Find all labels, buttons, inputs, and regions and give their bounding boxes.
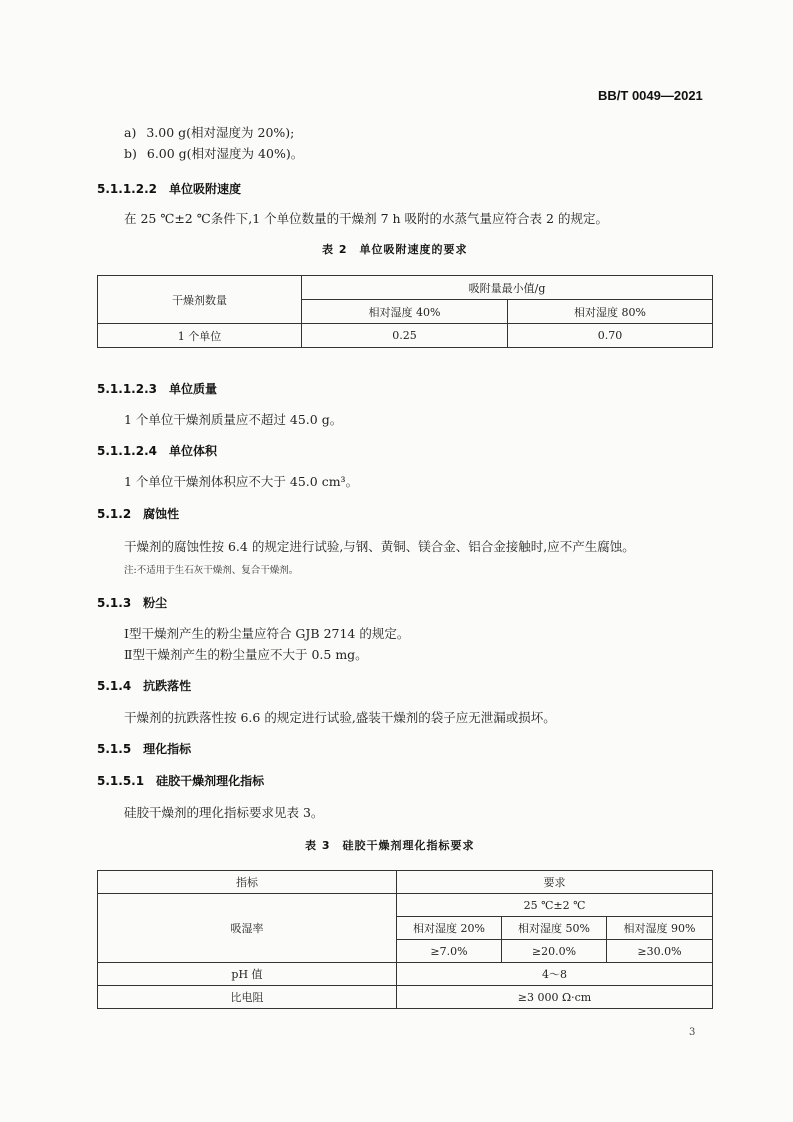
section-heading-5-1-5: 5.1.5 理化指标 [97, 742, 192, 756]
table-cell: 0.70 [508, 324, 713, 348]
section-heading-5-1-1-2-2: 5.1.1.2.2 单位吸附速度 [97, 182, 241, 196]
table-cell: 比电阻 [98, 986, 397, 1009]
table-cell: pH 值 [98, 963, 397, 986]
section-heading-5-1-1-2-4: 5.1.1.2.4 单位体积 [97, 444, 217, 458]
table-cell: ≥7.0% [397, 940, 502, 963]
table-cell: ≥3 000 Ω·cm [397, 986, 713, 1009]
table-row [98, 963, 713, 986]
section-heading-5-1-4: 5.1.4 抗跌落性 [97, 679, 192, 693]
section-heading-5-1-3: 5.1.3 粉尘 [97, 596, 168, 610]
paragraph: 硅胶干燥剂的理化指标要求见表 3。 [124, 805, 324, 820]
table-subheader: 相对湿度 80% [508, 300, 713, 324]
paragraph: 在 25 ℃±2 ℃条件下,1 个单位数量的干燥剂 7 h 吸附的水蒸气量应符合表 2 的规定。 [124, 211, 608, 226]
page-number: 3 [689, 1027, 696, 1038]
table-3 [97, 870, 713, 1009]
table-3-caption: 表 3 硅胶干燥剂理化指标要求 [305, 839, 475, 852]
table-cell: 0.25 [302, 324, 508, 348]
paragraph: Ⅰ型干燥剂产生的粉尘量应符合 GJB 2714 的规定。 [124, 626, 410, 641]
list-item-b [124, 144, 303, 162]
table-row [98, 986, 713, 1009]
table-header: 指标 [98, 871, 397, 894]
paragraph: 干燥剂的腐蚀性按 6.4 的规定进行试验,与钢、黄铜、镁合金、铝合金接触时,应不产生腐蚀。 [124, 539, 635, 554]
table-subheader: 相对湿度 90% [607, 917, 713, 940]
paragraph: 1 个单位干燥剂体积应不大于 45.0 cm³。 [124, 474, 359, 489]
table-cell: 4～8 [397, 963, 713, 986]
section-heading-5-1-5-1: 5.1.5.1 硅胶干燥剂理化指标 [97, 774, 265, 788]
paragraph: 干燥剂的抗跌落性按 6.6 的规定进行试验,盛装干燥剂的袋子应无泄漏或损坏。 [124, 710, 556, 725]
list-text: 6.00 g(相对湿度为 40%)。 [146, 146, 304, 161]
list-marker: b) [124, 146, 137, 161]
table-2 [97, 275, 713, 348]
table-cell: ≥20.0% [502, 940, 607, 963]
section-heading-5-1-1-2-3: 5.1.1.2.3 单位质量 [97, 382, 217, 396]
table-2-caption: 表 2 单位吸附速度的要求 [322, 243, 468, 256]
paragraph: Ⅱ型干燥剂产生的粉尘量应不大于 0.5 mg。 [124, 647, 368, 662]
table-subheader: 相对湿度 20% [397, 917, 502, 940]
list-marker: a) [124, 125, 137, 140]
standard-number: BB/T 0049—2021 [598, 88, 703, 103]
note: 注:不适用于生石灰干燥剂、复合干燥剂。 [124, 565, 299, 576]
list-text: 3.00 g(相对湿度为 20%); [146, 125, 295, 140]
table-cell: 吸湿率 [98, 894, 397, 963]
table-cell: 1 个单位 [98, 324, 302, 348]
section-heading-5-1-2: 5.1.2 腐蚀性 [97, 507, 180, 521]
table-cell: ≥30.0% [607, 940, 713, 963]
table-subheader: 相对湿度 40% [302, 300, 508, 324]
table-subheader: 25 ℃±2 ℃ [397, 894, 713, 917]
paragraph: 1 个单位干燥剂质量应不超过 45.0 g。 [124, 412, 343, 427]
list-item-a [124, 123, 294, 141]
table-row [98, 324, 713, 348]
table-header: 要求 [397, 871, 713, 894]
table-header: 吸附量最小值/g [302, 276, 713, 300]
table-subheader: 相对湿度 50% [502, 917, 607, 940]
table-header: 干燥剂数量 [98, 276, 302, 324]
